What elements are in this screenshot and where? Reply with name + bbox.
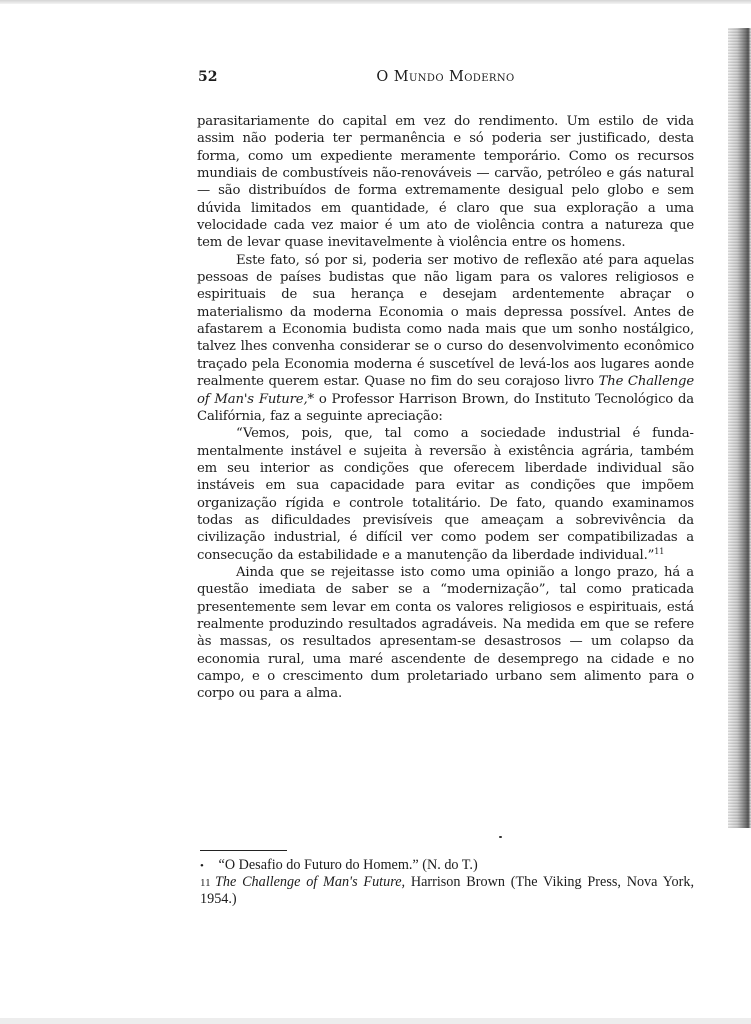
paragraph-text: Ainda que se rejeitasse isto como uma opinião a longo prazo, há a questão imediata de saber se a “modernização”, tal como praticada presentemente sem levar em conta os valores religiosos e espirituais, está realmente produzindo resultados agradáveis. Na medida em que se refere às massas, os resultados apresentam-se desastrosos — um colapso da economia rural, uma maré ascendente de desemprego na cidade e no campo, e o crescimento dum proletariado urbano sem alimento para o corpo ou para a alma. [197, 564, 694, 702]
block-quote [197, 425, 694, 564]
viewer-bottom-edge [0, 1018, 751, 1024]
quote-text: “Vemos, pois, que, tal como a sociedade industrial é fundamentalmente instável e sujeita à reversão à existência agrária, também em seu interior as condições que oferecem liberdade individual são instáveis em sua capacidade para evitar as condições que impõem organização rígida e controle totalitário. De fato, quando examinamos todas as dificuldades previsíveis que ameaçam a sobrevivência da civilização industrial, é difícil ver como podem ser compatibilizadas a consecução da estabilidade e a manutenção da liberdade individual.” [197, 426, 694, 563]
footnote-marker: * [307, 391, 314, 407]
footnote-marker: • [200, 860, 204, 872]
running-head [197, 66, 694, 88]
footnote [200, 874, 694, 907]
paragraph [197, 564, 694, 703]
body-text [197, 113, 694, 703]
paragraph-continuation [197, 113, 694, 252]
paragraph-text: parasitariamente do capital em vez do rendimento. Um estilo de vida assim não poderia ter permanência e só poderia ser justificado, desta forma, como um expediente meramente temporário. Como os recursos mundiais de combustíveis não-renováveis — carvão, petróleo e gás natural — são distribuídos de forma extremamente desigual pelo globo e sem dúvida limitados em quantidade, é claro que sua exploração a uma velocidade cada vez maior é um ato de violência contra a natureza que tem de levar quase inevitavelmente à violência entre os homens. [197, 114, 694, 251]
footnote-text: “O Desafio do Futuro do Homem.” (N. do T.) [218, 857, 478, 873]
running-title: O Mundo Moderno [376, 69, 515, 85]
scan-page-edge-shadow [728, 28, 751, 828]
footnote [200, 857, 694, 874]
footnote-divider [200, 850, 287, 851]
footnote-reference: 11 [654, 546, 665, 556]
paragraph-text: o Professor Harrison Brown, do Instituto Tecnológico da Califórnia, faz a seguinte apreciação: [197, 391, 694, 424]
page-number: 52 [198, 69, 218, 85]
footnote-text: Harrison Brown (The Viking Press, Nova York, 1954.) [200, 874, 694, 908]
book-page [197, 66, 694, 703]
paragraph-text: Este fato, só por si, poderia ser motivo de reflexão até para aquelas pessoas de países budistas que não ligam para os valores religiosos e espirituais de sua herança e desejam ardentemente abraçar o materialismo da moderna Economia o mais depressa possível. Antes de afastarem a Economia budista como nada mais que um sonho nostálgico, talvez lhes convenha considerar se o curso do desenvolvimento econômico traçado pela Economia moderna é suscetível de levá-los aos lugares aonde realmente querem estar. Quase no fim do seu corajoso livro [197, 252, 694, 390]
paragraph [197, 252, 694, 425]
book-title-italic: The Challenge of Man's Future, [197, 374, 695, 407]
viewer-top-edge [0, 0, 751, 4]
footnotes [200, 857, 694, 908]
footnote-book-title: The Challenge of Man's Future, [215, 874, 406, 891]
footnote-marker: 11 [200, 877, 211, 890]
scan-speck [499, 836, 502, 838]
